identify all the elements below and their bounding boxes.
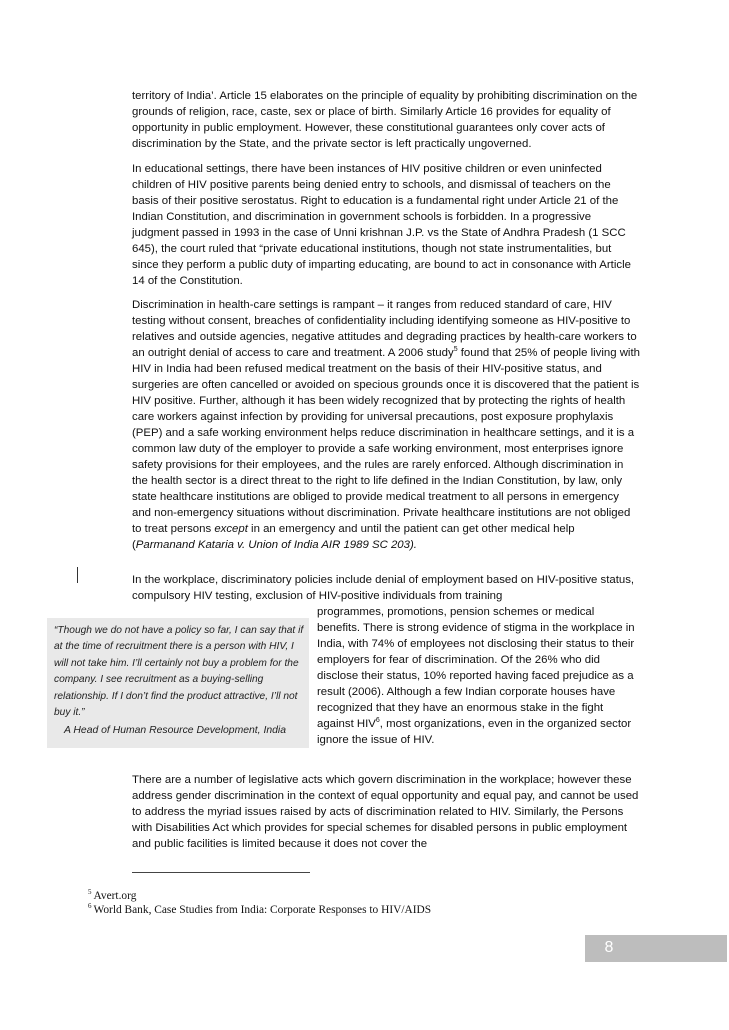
footnote-separator [132,872,310,873]
paragraph-health-care: Discrimination in health-care settings is rampant – it ranges from reduced standard of care, HIV testing without consent, breaches of confidentiality including identifying someone as HIV-positive to relatives and outside agencies, negative attitudes and degrading practices by health-care workers to an outright denial of access to care and treatment. A 2006 study$^5$ found that 25% of people living with HIV in India had been refused medical treatment on the basis of their HIV-positive status, and surgeries are often cancelled or avoided on specious grounds once it is discovered that the patient is HIV positive. Further, although it has been widely recognized that by protecting the rights of health care workers against infection by providing for universal precautions, post exposure prophylaxis (PEP) and a safe working environment helps reduce discrimination in healthcare settings, and it is a common law duty of the employer to provide a safe working environment, most enterprises ignore safety provisions for their employees, and the rules are rarely enforced. Although discrimination in the health sector is a direct threat to the right to life defined in the Indian Constitution, by law, only state healthcare institutions are obliged to provide medical treatment to all persons in emergency and non-emergency situations without discrimination. Private healthcare institutions are not obliged to treat persons except in an emergency and until the patient can get other medical help (Parmanand Kataria v. Union of India AIR 1989 SC 203). [132,299,640,551]
revision-bar [77,567,78,583]
footnote-ref-5: 5 [453,346,458,354]
pull-quote-box [47,618,309,748]
paragraph-education: In educational settings, there have been instances of HIV positive children or even uninfected children of HIV positive parents being denied entry to schools, and dismissal of teachers on the basis of their positive serostatus. Right to education is a fundamental right under Article 21 of the Indian Constitution, and discrimination in government schools is forbidden. In a progressive judgment passed in 1993 in the case of Unni krishnan J.P. vs the State of Andhra Pradesh (1 SCC 645), the court ruled that “private educational institutions, though not state instrumentalities, but since they perform a public duty of imparting educating, are bound to act in consonance with Article 14 of the Constitution. [132,163,631,287]
paragraph-legislation: There are a number of legislative acts which govern discrimination in the workplace; however these address gender discrimination in the context of equal opportunity and equal pay, and cannot be used to address the myriad issues raised by acts of discrimination related to HIV. Similarly, the Persons with Disabilities Act which provides for special schemes for disabled persons in public employment and public facilities is limited because it does not cover the [132,774,639,850]
page-number: 8 [604,939,614,956]
footnote-5: $^5$ Avert.org [88,888,137,902]
case-citation: Parmanand Kataria v. Union of India AIR 1989 SC 203). [135,539,417,551]
paragraph-workplace-continued: programmes, promotions, pension schemes or medical benefits. There is strong evidence of stigma in the workplace in India, with 74% of employees not disclosing their status to their employers for fear of discrimination. Of the 26% who did disclose their status, 10% reported having faced prejudice as a result (2006). Although a few Indian corporate houses have recognized that they have an enormous stake in the fight against HIV$^6$, most organizations, even in the organized sector ignore the issue of HIV. [317,606,635,746]
footnote-6: $^6$ World Bank, Case Studies from India: Corporate Responses to HIV/AIDS [88,902,432,916]
footnote-ref-6: 6 [375,717,380,725]
pull-quote-text: “Though we do not have a policy so far, I can say that if at the time of recruitment there is a person with HIV, I will not take him. I’ll certainly not buy a problem for the company. I see recruitment as a buying-selling relationship. If I don’t find the product attractive, I’ll not buy it.” [54,625,304,719]
paragraph-constitution: territory of India’. Article 15 elaborates on the principle of equality by prohibiting discrimination on the grounds of religion, race, caste, sex or place of birth. Similarly Article 16 provides for equality of opportunity in public employment. However, these constitutional guarantees only cover acts of discrimination by the State, and the private sector is left practically ungoverned. [132,90,638,150]
paragraph-workplace: In the workplace, discriminatory policies include denial of employment based on HIV-positive status, compulsory HIV testing, exclusion of HIV-positive individuals from training [132,574,635,602]
page-number-box [585,935,727,962]
pull-quote-attribution: A Head of Human Resource Development, India [64,725,286,736]
